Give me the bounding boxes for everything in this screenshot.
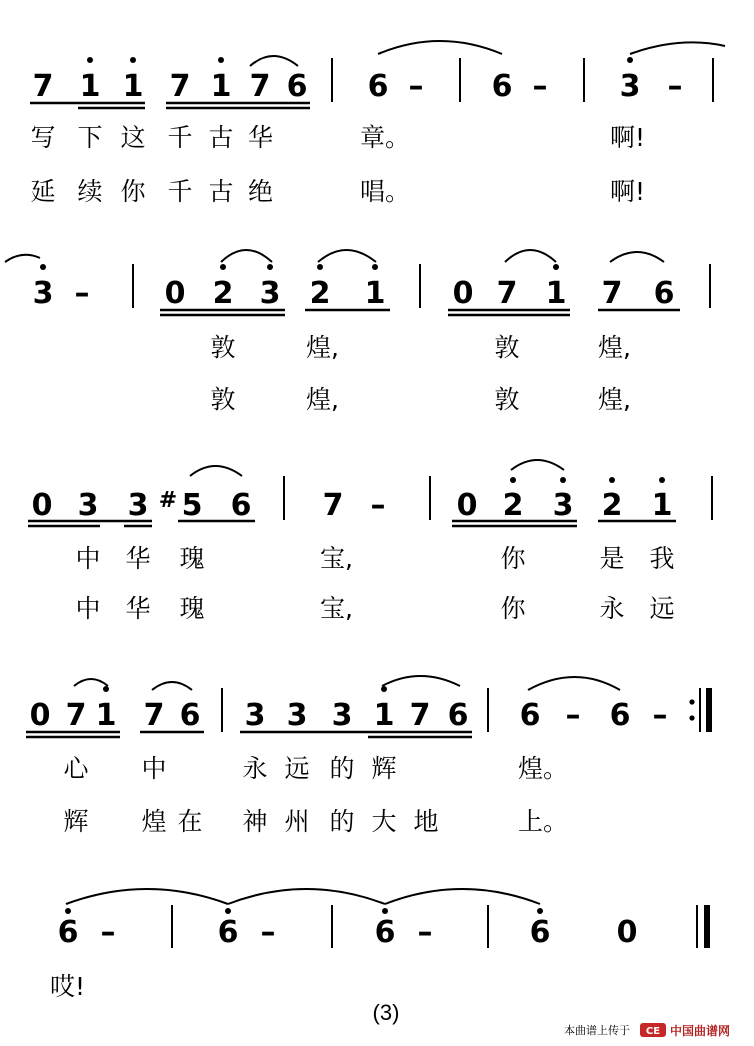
note: 3 [77, 488, 99, 523]
note: 6 [367, 69, 389, 104]
lyric: 你 [500, 544, 526, 573]
note: 2 [212, 276, 234, 311]
note: 6 [491, 69, 513, 104]
dash: – [74, 276, 90, 311]
note: 1 [79, 69, 101, 104]
dash: – [652, 698, 668, 733]
dash: – [532, 69, 548, 104]
lyric: 煌。 [518, 754, 569, 783]
beam-lines [160, 310, 680, 315]
dash: – [417, 915, 433, 950]
lyric: 远 [284, 754, 310, 783]
lyric: 敦 [494, 385, 520, 414]
lyric: 续 [77, 177, 103, 206]
lyric: 瑰 [179, 544, 205, 573]
sharp-sign: # [158, 488, 178, 513]
dash: – [100, 915, 116, 950]
score-row-3 [28, 460, 712, 623]
lyric: 古 [208, 177, 234, 206]
lyric: 绝 [248, 177, 274, 206]
note: 7 [249, 69, 271, 104]
lyric: 州 [284, 807, 310, 836]
note: 1 [651, 488, 673, 523]
lyric: 心 [63, 754, 89, 783]
note: 3 [331, 698, 353, 733]
lyric: 远 [649, 594, 675, 623]
lyric: 华 [248, 123, 274, 152]
lyric: 古 [208, 123, 234, 152]
lyric: 延 [30, 177, 56, 206]
lyric: 华 [125, 544, 151, 573]
lyric: 敦 [210, 385, 236, 414]
note: 2 [502, 488, 524, 523]
note: 0 [452, 276, 474, 311]
lyric: 中 [75, 544, 101, 573]
note: 5 [181, 488, 203, 523]
note: 6 [609, 698, 631, 733]
note: 3 [32, 276, 54, 311]
note: 2 [309, 276, 331, 311]
lyric: 千 [167, 177, 193, 206]
octave-dots [103, 686, 387, 692]
lyric: 在 [177, 807, 203, 836]
dash: – [565, 698, 581, 733]
barlines [284, 476, 712, 520]
lyric: 煌, [598, 333, 631, 362]
dash: – [408, 69, 424, 104]
note: 0 [456, 488, 478, 523]
score-row-4 [26, 676, 709, 836]
note: 7 [65, 698, 87, 733]
page-number: (3) [372, 1000, 400, 1025]
note: 1 [122, 69, 144, 104]
note: 7 [496, 276, 518, 311]
lyric: 地 [413, 807, 439, 836]
note: 6 [57, 915, 79, 950]
lyric: 宝, [320, 594, 353, 623]
note: 6 [230, 488, 252, 523]
slurs [5, 250, 664, 262]
lyric: 上。 [518, 807, 569, 836]
lyric: 煌 [141, 807, 167, 836]
note: 6 [179, 698, 201, 733]
note: 6 [286, 69, 308, 104]
note: 3 [259, 276, 281, 311]
note: 3 [286, 698, 308, 733]
lyric: 是 [599, 544, 625, 573]
score-row-2 [5, 250, 710, 414]
note: 7 [169, 69, 191, 104]
barlines [332, 58, 713, 102]
lyric: 永 [242, 754, 268, 783]
lyric: 宝, [320, 544, 353, 573]
note: 3 [244, 698, 266, 733]
lyric: 永 [599, 594, 625, 623]
lyric: 煌, [306, 333, 339, 362]
note: 7 [601, 276, 623, 311]
note: 0 [29, 698, 51, 733]
dash: – [370, 488, 386, 523]
note: 6 [529, 915, 551, 950]
lyric: 瑰 [179, 594, 205, 623]
slurs [66, 889, 540, 904]
note: 6 [653, 276, 675, 311]
score-row-1 [30, 41, 725, 206]
note: 1 [95, 698, 117, 733]
logo-mark-text: CE [645, 1026, 661, 1037]
octave-dots [65, 908, 543, 914]
lyric: 大 [371, 807, 397, 836]
lyric: 下 [77, 123, 103, 152]
note: 1 [373, 698, 395, 733]
lyric: 你 [120, 177, 146, 206]
note: 3 [552, 488, 574, 523]
beam-lines [30, 103, 310, 108]
lyric: 的 [329, 807, 355, 836]
lyric: 章。 [360, 123, 411, 152]
note: 1 [364, 276, 386, 311]
note: 1 [545, 276, 567, 311]
note: 6 [217, 915, 239, 950]
lyric: 中 [75, 594, 101, 623]
note: 6 [447, 698, 469, 733]
note: 3 [619, 69, 641, 104]
uploaded-label: 本曲谱上传于 [564, 1024, 630, 1037]
lyric: 写 [30, 123, 56, 152]
note: 1 [210, 69, 232, 104]
lyric: 辉 [63, 807, 89, 836]
lyric: 啊! [610, 177, 646, 206]
slurs [190, 460, 564, 476]
lyric: 煌, [306, 385, 339, 414]
note: 7 [322, 488, 344, 523]
lyric: 敦 [210, 333, 236, 362]
beam-lines [26, 732, 472, 737]
lyric: 这 [120, 123, 146, 152]
lyric: 我 [649, 544, 675, 573]
slurs [74, 676, 620, 690]
lyric: 的 [329, 754, 355, 783]
lyric: 你 [500, 594, 526, 623]
slurs [250, 41, 725, 66]
note: 3 [127, 488, 149, 523]
lyric: 千 [167, 123, 193, 152]
lyric: 中 [141, 754, 167, 783]
site-logo-text: 中国曲谱网 [670, 1024, 731, 1038]
note: 6 [519, 698, 541, 733]
lyric: 唱。 [360, 177, 411, 206]
lyric: 辉 [371, 754, 397, 783]
lyric: 哎! [50, 972, 86, 1001]
lyric: 敦 [494, 333, 520, 362]
score-row-5 [50, 889, 707, 1001]
dash: – [667, 69, 683, 104]
note: 0 [616, 915, 638, 950]
octave-dots [87, 57, 633, 63]
site-watermark [564, 1023, 730, 1038]
note: 7 [32, 69, 54, 104]
note: 6 [374, 915, 396, 950]
lyric: 华 [125, 594, 151, 623]
lyric: 啊! [610, 123, 646, 152]
beam-lines [28, 521, 676, 526]
lyric: 神 [242, 807, 268, 836]
dash: – [260, 915, 276, 950]
final-barline [697, 905, 707, 948]
note: 0 [31, 488, 53, 523]
octave-dots [510, 477, 665, 483]
lyric: 煌, [598, 385, 631, 414]
note: 7 [143, 698, 165, 733]
octave-dots [40, 264, 559, 270]
note: 0 [164, 276, 186, 311]
repeat-end-sign [689, 688, 709, 732]
note: 7 [409, 698, 431, 733]
note: 2 [601, 488, 623, 523]
